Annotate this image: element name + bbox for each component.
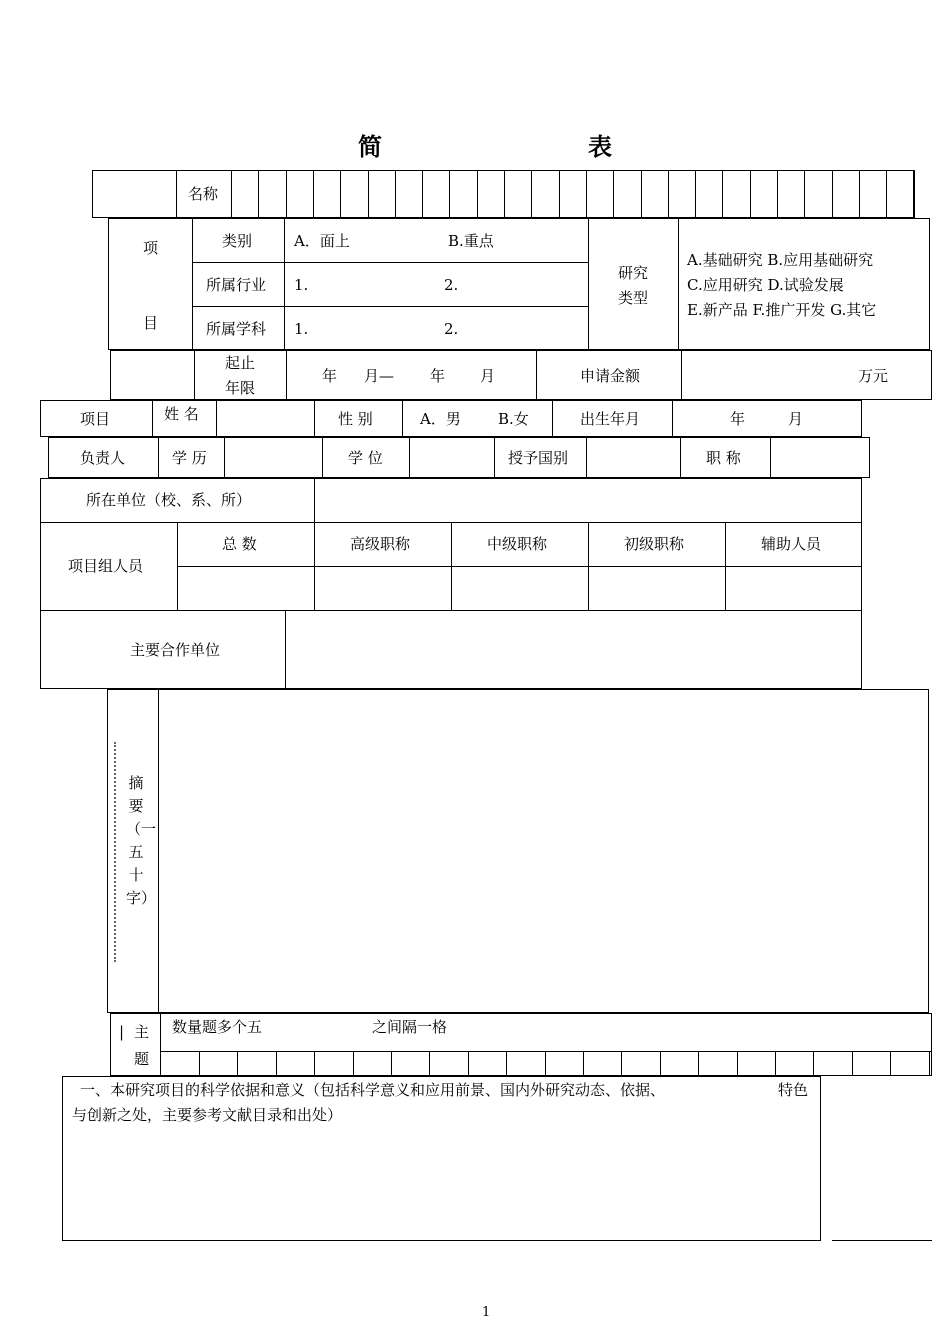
page-title-right: 表 xyxy=(588,133,612,161)
members-label: 项目组人员 xyxy=(68,557,144,575)
name-row-divider xyxy=(176,170,177,218)
name-cell-divider xyxy=(313,170,314,218)
leader-label-1: 项目 xyxy=(80,410,111,428)
name-cell-divider xyxy=(504,170,505,218)
members-header-middle: 中级职称 xyxy=(487,535,548,553)
keyword-cell-divider xyxy=(506,1051,507,1076)
keyword-cell-divider xyxy=(621,1051,622,1076)
keyword-cell-divider xyxy=(660,1051,661,1076)
partners-label: 主要合作单位 xyxy=(130,641,221,659)
keyword-cell-divider xyxy=(276,1051,277,1076)
abstract-label: 摘要（一五十字） xyxy=(126,774,157,907)
name-cell-divider xyxy=(750,170,751,218)
name-cell-divider xyxy=(231,170,232,218)
name-cell-divider xyxy=(695,170,696,218)
name-cell-divider xyxy=(613,170,614,218)
category-option-b[interactable]: B.重点 xyxy=(448,232,494,250)
period-start-month[interactable]: 月— xyxy=(364,367,395,385)
name-cell-divider xyxy=(477,170,478,218)
project-side-bottom: 目 xyxy=(143,314,159,332)
degree-label: 学 位 xyxy=(348,449,383,467)
keyword-cell-divider xyxy=(890,1051,891,1076)
keyword-cell-divider xyxy=(391,1051,392,1076)
research-type-label-1: 研究 xyxy=(618,264,649,282)
section-1-text-1b: 特色 xyxy=(778,1081,809,1099)
name-cell-divider xyxy=(859,170,860,218)
keywords-marker: | xyxy=(119,1023,125,1041)
birth-label: 出生年月 xyxy=(580,410,641,428)
keyword-cell-divider xyxy=(929,1051,930,1076)
period-label-1: 起止 xyxy=(225,354,256,372)
section-1-box[interactable] xyxy=(62,1076,821,1241)
keyword-cell-divider xyxy=(698,1051,699,1076)
name-cell-divider xyxy=(340,170,341,218)
leader-gender-label: 性 别 xyxy=(338,410,373,428)
name-cell-divider xyxy=(832,170,833,218)
period-end-year[interactable]: 年 xyxy=(430,367,446,385)
name-cell-divider xyxy=(422,170,423,218)
keyword-cell-divider xyxy=(353,1051,354,1076)
job-title-label: 职 称 xyxy=(706,449,741,467)
gender-option-male[interactable]: A．男 xyxy=(420,410,461,428)
education-label: 学 历 xyxy=(172,449,207,467)
members-header-assistant: 辅助人员 xyxy=(761,535,822,553)
members-header-total: 总 数 xyxy=(222,535,257,553)
period-start-year[interactable]: 年 xyxy=(322,367,338,385)
name-cell-divider xyxy=(804,170,805,218)
keyword-cell-divider xyxy=(775,1051,776,1076)
keyword-cell-divider xyxy=(545,1051,546,1076)
keyword-cell-divider xyxy=(429,1051,430,1076)
keyword-cell-divider xyxy=(468,1051,469,1076)
name-cell-divider xyxy=(258,170,259,218)
period-end-month[interactable]: 月 xyxy=(480,367,496,385)
name-cell-divider xyxy=(886,170,887,218)
name-label: 名称 xyxy=(188,185,219,203)
section-1-text-2: 与创新之处，主要参考文献目录和出处） xyxy=(72,1106,343,1124)
research-type-option-2[interactable]: C.应用研究 D.试验发展 xyxy=(687,276,844,294)
page-title-left: 简 xyxy=(358,133,382,161)
name-cell-divider xyxy=(722,170,723,218)
name-cell-divider xyxy=(777,170,778,218)
section-1-text-1: 一、本研究项目的科学依据和意义（包括科学意义和应用前景、国内外研究动态、依据、 xyxy=(80,1081,666,1099)
research-type-option-3[interactable]: E.新产品 F.推广开发 G.其它 xyxy=(687,301,877,319)
gender-option-female[interactable]: B.女 xyxy=(498,410,529,428)
keyword-cell-divider xyxy=(583,1051,584,1076)
industry-field-2[interactable]: 2. xyxy=(444,276,459,294)
name-cell-divider xyxy=(368,170,369,218)
category-option-a[interactable]: A．面上 xyxy=(294,232,350,250)
keywords-note-b: 之间隔一格 xyxy=(372,1018,448,1036)
leader-label-2: 负责人 xyxy=(80,449,126,467)
discipline-field-2[interactable]: 2. xyxy=(444,320,459,338)
keyword-cell-divider xyxy=(314,1051,315,1076)
page-number: 1 xyxy=(482,1305,491,1320)
name-cell-divider xyxy=(586,170,587,218)
abstract-block xyxy=(107,689,929,1013)
category-label: 类别 xyxy=(222,232,253,250)
name-cell-divider xyxy=(559,170,560,218)
abstract-margin-marks xyxy=(114,742,122,962)
birth-month[interactable]: 月 xyxy=(788,410,804,428)
name-cell-divider xyxy=(668,170,669,218)
keyword-cell-divider xyxy=(737,1051,738,1076)
keyword-cell-divider xyxy=(199,1051,200,1076)
keyword-cell-divider xyxy=(813,1051,814,1076)
trailing-rule xyxy=(832,1240,932,1241)
research-type-option-1[interactable]: A.基础研究 B.应用基础研究 xyxy=(687,251,874,269)
birth-year[interactable]: 年 xyxy=(730,410,746,428)
name-cell-divider xyxy=(286,170,287,218)
name-cell-divider xyxy=(449,170,450,218)
research-type-label-2: 类型 xyxy=(618,289,649,307)
keywords-label-1: 主 xyxy=(134,1023,150,1041)
name-cell-divider xyxy=(641,170,642,218)
industry-field-1[interactable]: 1. xyxy=(294,276,309,294)
keywords-label-2: 题 xyxy=(134,1050,150,1068)
discipline-label: 所属学科 xyxy=(206,320,267,338)
name-cell-divider xyxy=(531,170,532,218)
keyword-cell-divider xyxy=(852,1051,853,1076)
name-cell-divider xyxy=(914,170,915,218)
keyword-cell-divider xyxy=(237,1051,238,1076)
project-side-top: 项 xyxy=(143,239,159,257)
keywords-note-a: 数量题多个五 xyxy=(172,1018,263,1036)
leader-name-label: 姓 名 xyxy=(164,405,199,423)
amount-label: 申请金额 xyxy=(580,367,641,385)
name-cell-divider xyxy=(395,170,396,218)
members-header-junior: 初级职称 xyxy=(624,535,685,553)
discipline-field-1[interactable]: 1. xyxy=(294,320,309,338)
amount-unit: 万元 xyxy=(858,367,889,385)
period-label-2: 年限 xyxy=(225,379,256,397)
members-header-senior: 高级职称 xyxy=(350,535,411,553)
country-label: 授予国别 xyxy=(508,449,569,467)
industry-label: 所属行业 xyxy=(206,276,267,294)
unit-label: 所在单位（校、系、所） xyxy=(86,491,252,509)
